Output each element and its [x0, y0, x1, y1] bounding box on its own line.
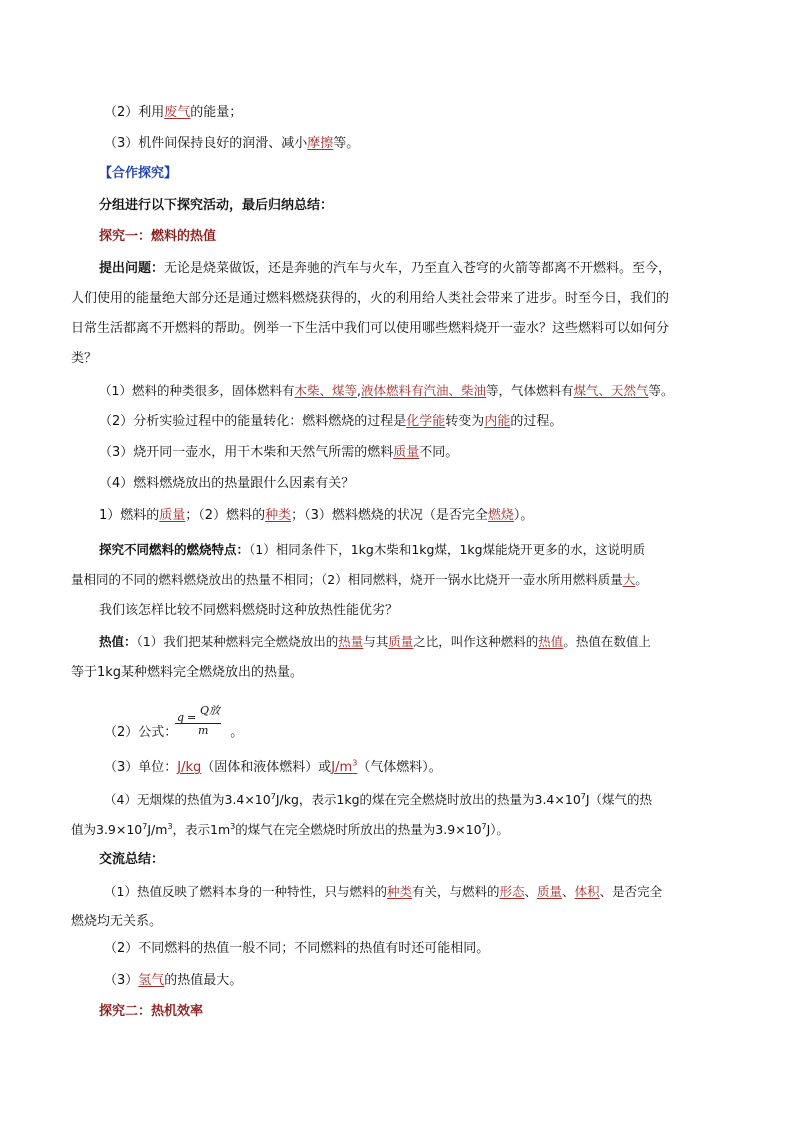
text-span: （2）公式：: [104, 725, 178, 740]
text-span: 转变为: [445, 414, 485, 429]
text-span: 之比，叫作这种燃料的: [413, 634, 539, 649]
answer-blank: 内能: [484, 414, 511, 429]
text-line: [104, 972, 242, 990]
formula-numerator: Q放: [200, 704, 221, 717]
answer-blank: [331, 760, 357, 775]
text-line: 日常生活都离不开燃料的帮助。例举一下生活中我们可以使用哪些燃料烧开一壶水？这些燃料可以如何分: [71, 321, 670, 336]
label-text: 热值：: [99, 634, 137, 649]
text-span: 等。: [648, 383, 674, 398]
heat-value-formula: [175, 700, 223, 744]
answer-blank: 煤气、天然气: [573, 383, 649, 398]
text-span: 、: [524, 884, 538, 899]
text-span: （4）无烟煤的热值为3.4×10: [104, 792, 271, 807]
text-span: 不同。: [419, 445, 459, 460]
text-span: 1）燃料的: [99, 508, 160, 523]
text-span: 。热值在数值上: [563, 634, 651, 649]
text-line: [99, 413, 562, 431]
text-span: 。: [635, 572, 648, 587]
answer-blank: 化学能: [406, 414, 446, 429]
text-span: （3）机件间保持良好的润滑、减小: [104, 136, 308, 151]
text-span: （1）我们把某种燃料完全燃烧放出的: [136, 634, 339, 649]
answer-blank: 液体燃料有汽油、柴油: [360, 383, 486, 398]
text-span: 无论是烧菜做饭，还是奔驰的汽车与火车，乃至直入苍穹的火箭等都离不开燃料。至今，: [164, 261, 672, 276]
answer-blank: 种类: [386, 884, 412, 899]
text-span: 的过程。: [510, 414, 563, 429]
text-line: 类？: [71, 351, 98, 366]
heading-text: 探究一：燃料的热值: [99, 229, 217, 244]
answer-blank: 废气: [164, 105, 191, 120]
text-span: 、是否完全: [599, 884, 663, 899]
superscript: 3: [230, 821, 236, 831]
superscript: 7: [142, 821, 148, 831]
subsection-heading: [99, 1003, 203, 1021]
answer-blank: 种类: [265, 508, 292, 523]
instruction-line: 分组进行以下探究活动，最后归纳总结：: [99, 198, 334, 213]
text-span: 值为3.9×10: [71, 822, 143, 837]
text-line: 燃烧均无关系。: [71, 914, 163, 929]
text-line: [99, 444, 458, 462]
text-line: （4）燃料燃烧放出的热量跟什么因素有关？: [99, 476, 355, 491]
answer-blank: J/kg: [177, 760, 202, 775]
text-span: J（煤气的热: [585, 792, 653, 807]
text-span: 等。: [333, 136, 360, 151]
text-line: [99, 633, 651, 651]
text-line: [104, 883, 662, 901]
text-line: [71, 821, 509, 839]
text-span: （3）烧开同一壶水，用干木柴和天然气所需的燃料: [99, 445, 394, 460]
formula-symbol: q: [177, 711, 185, 724]
text-span: （2）利用: [104, 105, 165, 120]
text-line: [99, 260, 671, 278]
text-span: ；（3）燃料燃烧的状况（是否完全: [291, 508, 488, 523]
summary-heading: 交流总结：: [99, 852, 165, 867]
text-span: （3）单位：: [104, 760, 178, 775]
answer-blank: 质量: [393, 445, 420, 460]
text-span: （1）燃料的种类很多，固体燃料有: [99, 383, 295, 398]
answer-blank: 质量: [159, 508, 186, 523]
text-span: J/kg，表示1kg的煤在完全燃烧时放出的热量为3.4×10: [275, 792, 581, 807]
text-span: （固体和液体燃料）或: [201, 760, 332, 775]
text-span: J/m: [147, 822, 168, 837]
text-line: [99, 541, 645, 559]
subsection-heading: [99, 228, 216, 246]
text-span: 的煤气在完全燃烧时所放出的热量为3.9×10: [235, 822, 482, 837]
text-span: （1）热值反映了燃料本身的一种特性，只与燃料的: [104, 884, 387, 899]
text-span: （气体燃料）。: [357, 760, 442, 775]
text-span: 的热值最大。: [164, 973, 243, 988]
label-text: 提出问题：: [99, 261, 165, 276]
text-line: [104, 104, 242, 122]
answer-blank: 体积: [574, 884, 600, 899]
answer-blank: 木柴、煤等: [294, 383, 357, 398]
text-span: ；（2）燃料的: [185, 508, 266, 523]
answer-blank: 热值: [538, 634, 564, 649]
text-line: 等于1kg某种燃料完全燃烧放出的热量。: [71, 665, 304, 680]
text-span: （1）相同条件下，1kg木柴和1kg煤，1kg煤能烧开更多的水，这说明质: [249, 542, 646, 557]
text-span: 有关，与燃料的: [411, 884, 500, 899]
text-span: （2）分析实验过程中的能量转化：燃料燃烧的过程是: [99, 414, 407, 429]
formula-equals: =: [187, 711, 197, 724]
text-span: 。: [230, 725, 244, 740]
answer-blank: 质量: [537, 884, 563, 899]
answer-blank: 摩擦: [307, 136, 334, 151]
text-line: [99, 382, 674, 400]
text-span: 量相同的不同的燃料燃烧放出的热量不相同；（2）相同燃料，烧开一锅水比烧开一壶水所用燃料质量: [71, 572, 623, 587]
superscript: 7: [481, 821, 487, 831]
superscript: 3: [352, 758, 358, 768]
text-line: [71, 571, 648, 589]
text-span: ，表示1m: [172, 822, 231, 837]
text-span: 等，气体燃料有: [485, 383, 574, 398]
text-span: ,: [356, 383, 361, 398]
answer-blank: 质量: [388, 634, 414, 649]
superscript: 3: [167, 821, 173, 831]
text-line: 人们使用的能量绝大部分还是通过燃料燃烧获得的，火的利用给人类社会带来了进步。时至今日，我们的: [71, 291, 670, 306]
answer-blank: 燃烧: [487, 508, 514, 523]
text-span: 与其: [363, 634, 389, 649]
text-line: [99, 507, 533, 525]
answer-blank: 形态: [499, 884, 525, 899]
text-line: [104, 135, 359, 153]
text-span: （3）: [104, 973, 139, 988]
label-text: 探究不同燃料的燃烧特点：: [99, 542, 250, 557]
text-line: （2）不同燃料的热值一般不同；不同燃料的热值有时还可能相同。: [104, 941, 490, 956]
superscript: 7: [270, 791, 276, 801]
heading-text: 探究二：热机效率: [99, 1004, 204, 1019]
text-line: 我们该怎样比较不同燃料燃烧时这种放热性能优劣？: [99, 603, 399, 618]
answer-blank: 大: [622, 572, 636, 587]
section-heading: 【合作探究】: [99, 166, 178, 181]
formula-denominator: m: [198, 724, 209, 737]
text-span: J）。: [486, 822, 510, 837]
text-span: 、: [562, 884, 575, 899]
answer-blank: 热量: [338, 634, 364, 649]
text-span: 的能量；: [190, 105, 243, 120]
text-span: J/m: [331, 760, 353, 775]
superscript: 7: [580, 791, 586, 801]
text-line: [104, 759, 442, 777]
text-span: ）。: [513, 508, 534, 523]
answer-blank: 氢气: [138, 973, 165, 988]
text-line: [104, 791, 652, 809]
